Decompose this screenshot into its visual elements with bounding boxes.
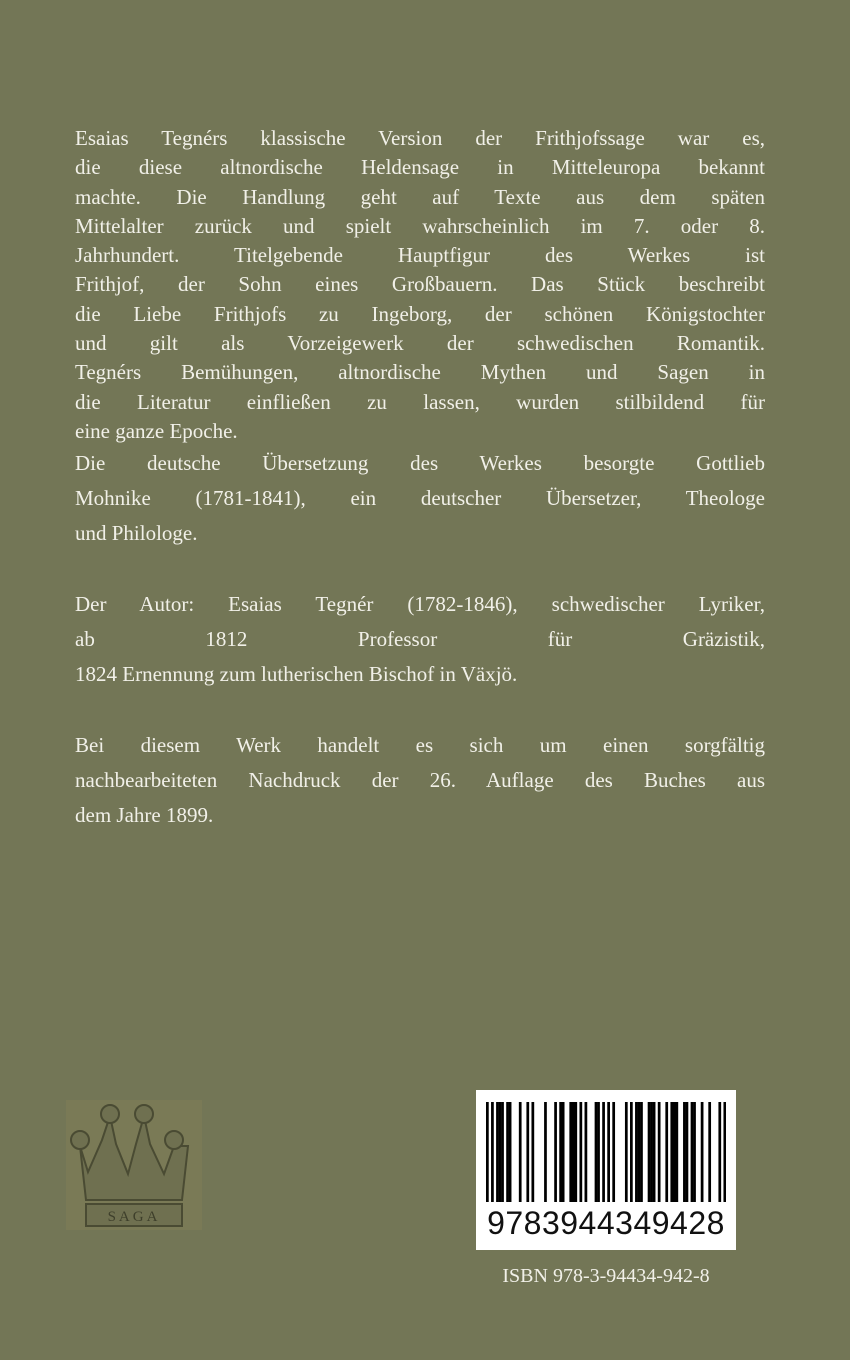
barcode-bar xyxy=(691,1102,694,1202)
text-line: dem Jahre 1899. xyxy=(75,803,214,828)
barcode-bar xyxy=(509,1102,512,1202)
text-line: Die deutsche Übersetzung des Werkes besorgte Gottlieb xyxy=(75,451,765,476)
text-line: die Literatur einfließen zu lassen, wurden stilbildend für xyxy=(75,389,765,414)
barcode-bar xyxy=(595,1102,598,1202)
barcode-bar xyxy=(607,1102,610,1202)
blurb xyxy=(75,124,765,833)
barcode-bar xyxy=(612,1102,615,1202)
barcode-bar xyxy=(648,1102,651,1202)
text-line: Bei diesem Werk handelt es sich um einen sorgfältig xyxy=(75,733,765,758)
text-line: Mohnike (1781-1841), ein deutscher Übersetzer, Theologe xyxy=(75,486,765,511)
barcode-bar xyxy=(579,1102,582,1202)
text-line: Tegnérs Bemühungen, altnordische Mythen und Sagen in xyxy=(75,360,765,385)
barcode-bar xyxy=(499,1102,502,1202)
barcode-bar xyxy=(602,1102,605,1202)
logo-text: SAGA xyxy=(107,1209,161,1225)
barcode-bar xyxy=(675,1102,678,1202)
text-line: ab 1812 Professor für Gräzistik, xyxy=(75,627,765,652)
text-line: Jahrhundert. Titelgebende Hauptfigur des Werkes ist xyxy=(75,243,765,268)
paragraph-author xyxy=(75,587,765,692)
barcode-bar xyxy=(486,1102,489,1202)
text-line: die diese altnordische Heldensage in Mitteleuropa bekannt xyxy=(75,155,765,180)
barcode-bar xyxy=(701,1102,704,1202)
text-line: und Philologe. xyxy=(75,521,198,546)
isbn-barcode xyxy=(476,1090,736,1250)
barcode-bar xyxy=(572,1102,575,1202)
barcode-bar xyxy=(554,1102,557,1202)
saga-crown-logo xyxy=(66,1100,202,1235)
barcode-bar xyxy=(686,1102,689,1202)
barcode-bar xyxy=(665,1102,668,1202)
barcode-bar xyxy=(574,1102,577,1202)
text-line: die Liebe Frithjofs zu Ingeborg, der schönen Königstochter xyxy=(75,301,765,326)
barcode-bar xyxy=(559,1102,562,1202)
barcode-bar xyxy=(562,1102,565,1202)
barcode-bar xyxy=(585,1102,588,1202)
text-line: Frithjof, der Sohn eines Großbauern. Das Stück beschreibt xyxy=(75,272,765,297)
paragraph-translation xyxy=(75,446,765,551)
barcode-bar xyxy=(635,1102,638,1202)
text-line: Mittelalter zurück und spielt wahrscheinlich im 7. oder 8. xyxy=(75,213,765,238)
barcode-bar xyxy=(544,1102,547,1202)
barcode-number: 9783944349428 xyxy=(487,1205,725,1241)
barcode-bar xyxy=(658,1102,661,1202)
barcode-bar xyxy=(597,1102,600,1202)
text-line: nachbearbeiteten Nachdruck der 26. Auflage des Buches aus xyxy=(75,768,765,793)
text-line: und gilt als Vorzeigewerk der schwedischen Romantik. xyxy=(75,331,765,356)
text-line: Der Autor: Esaias Tegnér (1782-1846), schwedischer Lyriker, xyxy=(75,592,765,617)
barcode-bar xyxy=(673,1102,676,1202)
barcode-bar xyxy=(683,1102,686,1202)
barcode-bar xyxy=(650,1102,653,1202)
paragraph-description xyxy=(75,124,765,446)
crown-icon xyxy=(66,1100,202,1230)
barcode-bars xyxy=(486,1102,726,1207)
barcode-bar xyxy=(496,1102,499,1202)
barcode-bar xyxy=(653,1102,656,1202)
barcode-bar xyxy=(519,1102,522,1202)
text-line: 1824 Ernennung zum lutherischen Bischof in Växjö. xyxy=(75,662,518,687)
isbn-label: ISBN 978-3-94434-942-8 xyxy=(502,1265,710,1287)
barcode-bar xyxy=(708,1102,711,1202)
barcode-bar xyxy=(506,1102,509,1202)
barcode-bar xyxy=(526,1102,529,1202)
text-line: machte. Die Handlung geht auf Texte aus dem späten xyxy=(75,184,765,209)
paragraph-edition xyxy=(75,728,765,833)
barcode-bar xyxy=(638,1102,641,1202)
text-line: Esaias Tegnérs klassische Version der Frithjofssage war es, xyxy=(75,126,765,150)
text-line: eine ganze Epoche. xyxy=(75,418,238,443)
barcode-bar xyxy=(625,1102,628,1202)
barcode-bar xyxy=(531,1102,534,1202)
barcode-bar xyxy=(723,1102,726,1202)
barcode-bar xyxy=(630,1102,633,1202)
barcode-bar xyxy=(569,1102,572,1202)
barcode-bar xyxy=(718,1102,721,1202)
barcode-bar xyxy=(670,1102,673,1202)
barcode-bar xyxy=(491,1102,494,1202)
barcode-bar xyxy=(693,1102,696,1202)
barcode-bar xyxy=(501,1102,504,1202)
barcode-bar xyxy=(640,1102,643,1202)
